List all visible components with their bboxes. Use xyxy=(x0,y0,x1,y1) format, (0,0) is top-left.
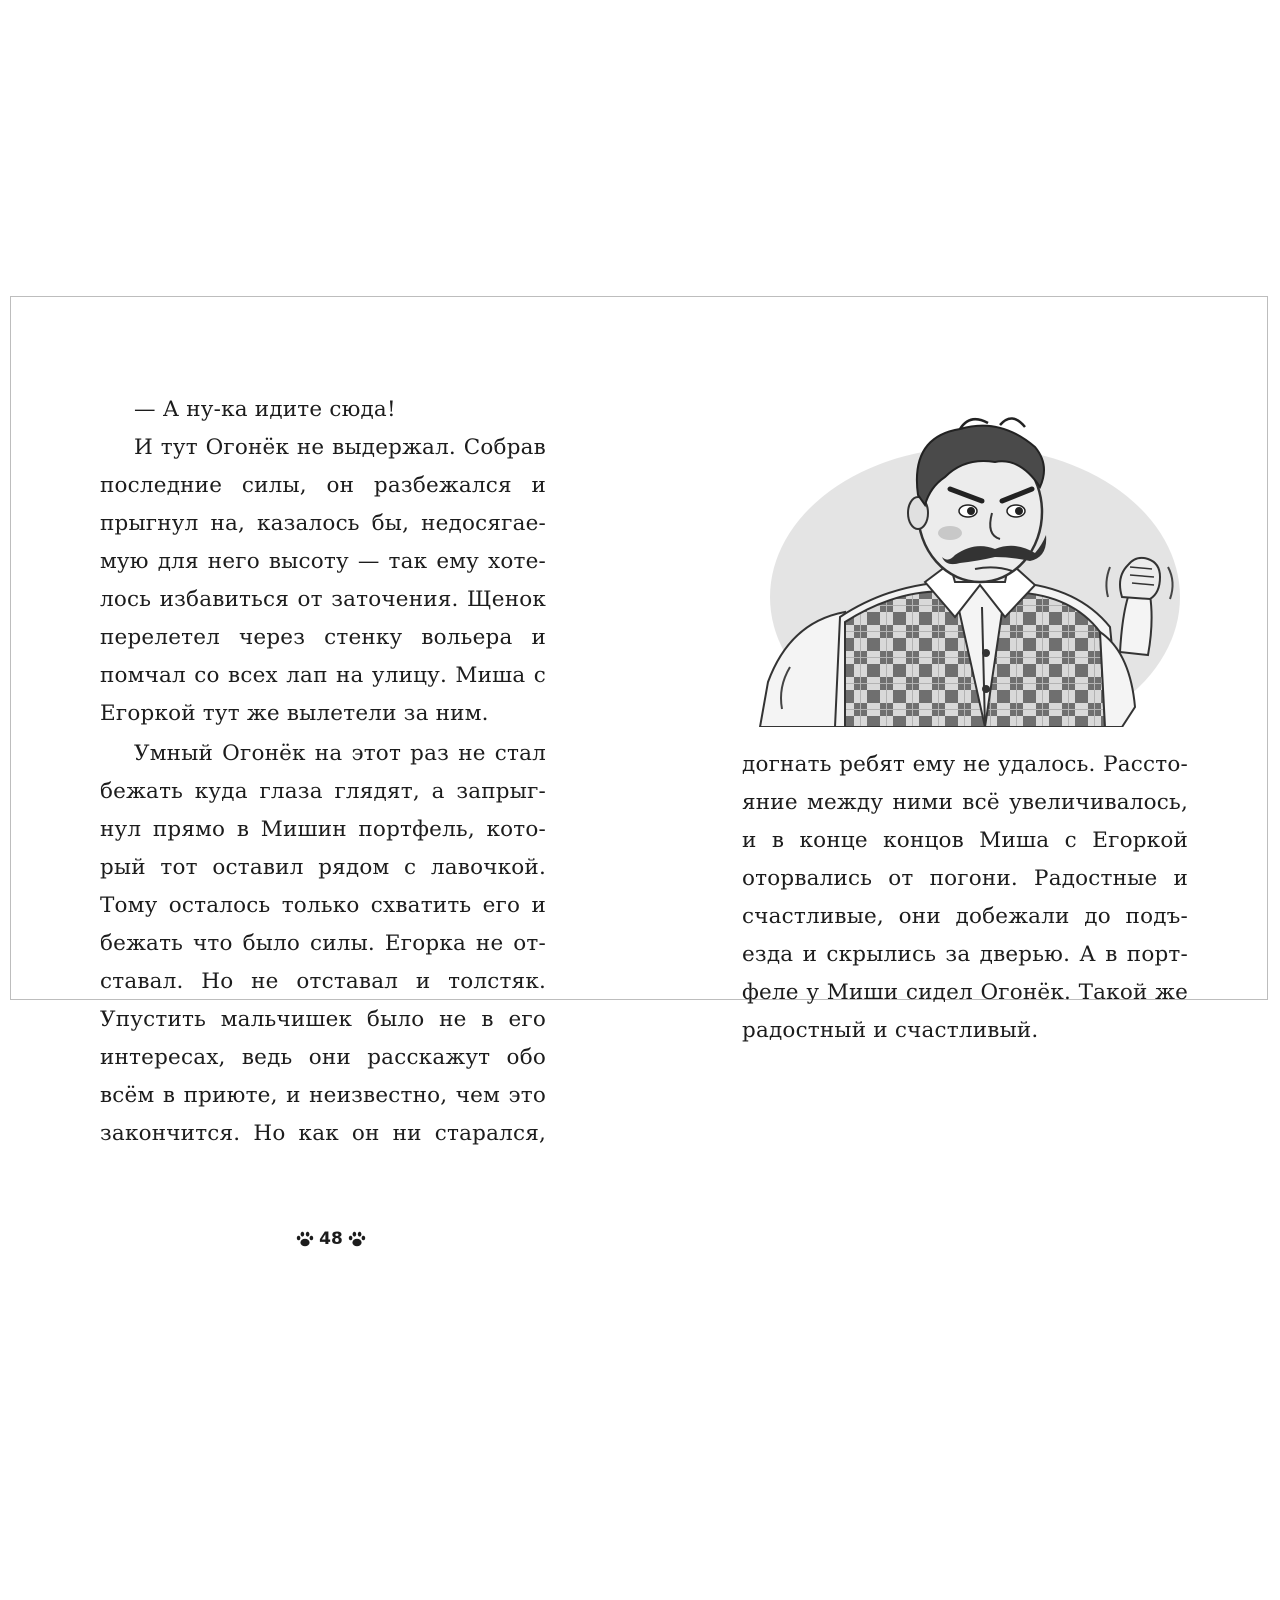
text-line: — А ну-ка идите сюда! xyxy=(134,397,396,422)
text-line: интересах, ведь они расскажут обо xyxy=(100,1045,546,1070)
text-line: ставал. Но не отставал и толстяк. xyxy=(100,969,546,994)
left-page xyxy=(11,297,640,1249)
text-line: И тут Огонёк не выдержал. Собрав xyxy=(134,435,546,460)
text-line: феле у Миши сидел Огонёк. Такой же xyxy=(742,980,1188,1005)
text-line: мую для него высоту — так ему хоте- xyxy=(100,549,546,574)
text-line: Умный Огонёк на этот раз не стал xyxy=(134,741,546,766)
page-number-text: 48 xyxy=(319,1229,343,1249)
text-line: бежать что было силы. Егорка не от- xyxy=(100,931,546,956)
text-line: Егоркой тут же вылетели за ним. xyxy=(100,701,489,726)
text-line: счастливые, они добежали до подъ- xyxy=(742,904,1188,929)
page-number xyxy=(281,1223,381,1255)
text-line: прыгнул на, казалось бы, недосягае- xyxy=(100,511,546,536)
right-page xyxy=(640,297,1269,1043)
paw-print-icon xyxy=(295,1229,315,1249)
text-line: перелетел через стенку вольера и xyxy=(100,625,546,650)
text-line: закончится. Но как он ни старался, xyxy=(100,1121,546,1146)
text-line: лось избавиться от заточения. Щенок xyxy=(100,587,546,612)
text-line: езда и скрылись за дверью. А в порт- xyxy=(742,942,1188,967)
text-line: последние силы, он разбежался и xyxy=(100,473,546,498)
text-line: помчал со всех лап на улицу. Миша с xyxy=(100,663,546,688)
text-line: оторвались от погони. Радостные и xyxy=(742,866,1188,891)
text-line: всём в приюте, и неизвестно, чем это xyxy=(100,1083,546,1108)
text-line: нул прямо в Мишин портфель, кото- xyxy=(100,817,546,842)
text-line: Упустить мальчишек было не в его xyxy=(100,1007,546,1032)
text-line: яние между ними всё увеличивалось, xyxy=(742,790,1188,815)
text-line: радостный и счастливый. xyxy=(742,1018,1039,1043)
text-line: рый тот оставил рядом с лавочкой. xyxy=(100,855,546,880)
text-line: бежать куда глаза глядят, а запрыг- xyxy=(100,779,546,804)
text-line: и в конце концов Миша с Егоркой xyxy=(742,828,1188,853)
paw-print-icon xyxy=(347,1229,367,1249)
book-spread xyxy=(10,296,1268,1249)
angry-man-illustration xyxy=(750,417,1190,727)
text-line: догнать ребят ему не удалось. Рассто- xyxy=(742,752,1188,777)
text-line: Тому осталось только схватить его и xyxy=(100,893,546,918)
